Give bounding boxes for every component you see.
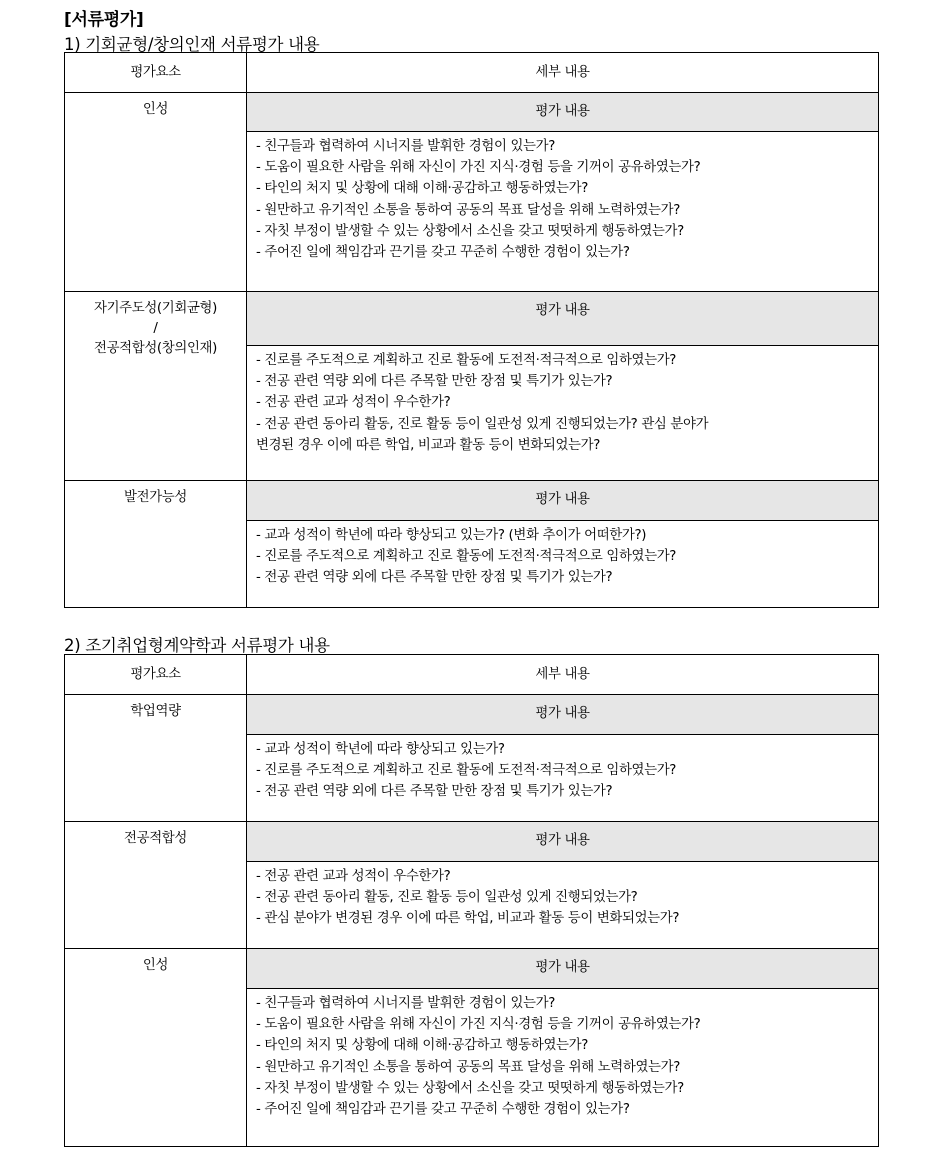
sub-header-cell: 평가 내용 [247,695,879,735]
list-item: - 전공 관련 역량 외에 다른 주목할 만한 장점 및 특기가 있는가? [256,784,613,800]
section-1-table [64,52,879,608]
list-item: - 교과 성적이 학년에 따라 향상되고 있는가? [256,742,505,757]
detail-cell [247,521,879,608]
sub-header-cell: 평가 내용 [247,822,879,862]
page-title: [서류평가] [64,10,144,30]
factor-label: / [153,321,158,336]
table-header-row [65,655,879,695]
list-item: - 전공 관련 교과 성적이 우수한가? [256,395,451,411]
list-item: - 주어진 일에 책임감과 끈기를 갖고 꾸준히 수행한 경험이 있는가? [256,245,630,261]
list-item: - 주어진 일에 책임감과 끈기를 갖고 꾸준히 수행한 경험이 있는가? [256,1102,630,1118]
list-item: - 친구들과 협력하여 시너지를 발휘한 경험이 있는가? [256,996,555,1011]
sub-header-cell: 평가 내용 [247,481,879,521]
factor-cell [65,822,247,949]
list-item: - 타인의 처지 및 상황에 대해 이해·공감하고 행동하였는가? [256,1038,588,1054]
factor-label: 학업역량 [130,704,181,719]
sub-header-cell: 평가 내용 [247,93,879,132]
list-item: - 타인의 처지 및 상황에 대해 이해·공감하고 행동하였는가? [256,181,588,197]
detail-cell [247,989,879,1147]
sub-header-cell: 평가 내용 [247,949,879,989]
list-item: - 진로를 주도적으로 계획하고 진로 활동에 도전적·적극적으로 임하였는가? [256,353,677,368]
factor-label: 전공적합성 [124,831,187,846]
list-item: - 도움이 필요한 사람을 위해 자신이 가진 지식·경험 등을 기꺼이 공유하였는가? [256,1017,701,1033]
factor-label: 발전가능성 [124,490,187,505]
list-item: 변경된 경우 이에 따른 학업, 비교과 활동 등이 변화되었는가? [256,437,600,453]
section-2-title: 2) 조기취업형계약학과 서류평가 내용 [64,636,330,655]
list-item: - 자칫 부정이 발생할 수 있는 상황에서 소신을 갖고 떳떳하게 행동하였는가? [256,1080,684,1096]
list-item: - 전공 관련 교과 성적이 우수한가? [256,869,451,884]
section-1-title: 1) 기회균형/창의인재 서류평가 내용 [64,35,320,54]
list-item: - 원만하고 유기적인 소통을 통하여 공동의 목표 달성을 위해 노력하였는가? [256,202,680,218]
section-2-table [64,654,879,1147]
list-item: - 교과 성적이 학년에 따라 향상되고 있는가? (변화 추이가 어떠한가?) [256,528,647,543]
factor-label: 전공적합성(창의인재) [93,341,218,356]
list-item: - 전공 관련 동아리 활동, 진로 활동 등이 일관성 있게 진행되었는가? 관심 분야가 [256,416,709,432]
list-item: - 도움이 필요한 사람을 위해 자신이 가진 지식·경험 등을 기꺼이 공유하였는가? [256,160,701,176]
list-item: - 전공 관련 역량 외에 다른 주목할 만한 장점 및 특기가 있는가? [256,570,613,586]
header-factor: 평가요소 [65,655,247,695]
factor-label: 인성 [142,958,169,973]
list-item: - 진로를 주도적으로 계획하고 진로 활동에 도전적·적극적으로 임하였는가? [256,549,677,565]
header-detail: 세부 내용 [247,655,879,695]
factor-cell [65,292,247,481]
list-item: - 진로를 주도적으로 계획하고 진로 활동에 도전적·적극적으로 임하였는가? [256,763,677,779]
list-item: - 친구들과 협력하여 시너지를 발휘한 경험이 있는가? [256,139,555,154]
factor-cell [65,695,247,822]
factor-label: 자기주도성(기회균형) [93,301,218,316]
list-item: - 전공 관련 역량 외에 다른 주목할 만한 장점 및 특기가 있는가? [256,374,613,390]
sub-header-cell: 평가 내용 [247,292,879,346]
factor-cell [65,949,247,1147]
table-header-row [65,53,879,93]
header-detail: 세부 내용 [247,53,879,93]
factor-cell [65,93,247,292]
factor-label: 인성 [142,102,169,117]
detail-cell [247,735,879,822]
list-item: - 관심 분야가 변경된 경우 이에 따른 학업, 비교과 활동 등이 변화되었는가? [256,911,680,927]
list-item: - 전공 관련 동아리 활동, 진로 활동 등이 일관성 있게 진행되었는가? [256,890,638,906]
detail-cell [247,862,879,949]
detail-cell [247,132,879,292]
detail-cell [247,346,879,481]
list-item: - 자칫 부정이 발생할 수 있는 상황에서 소신을 갖고 떳떳하게 행동하였는가? [256,223,684,239]
header-factor: 평가요소 [65,53,247,93]
list-item: - 원만하고 유기적인 소통을 통하여 공동의 목표 달성을 위해 노력하였는가? [256,1059,680,1075]
factor-cell [65,481,247,608]
